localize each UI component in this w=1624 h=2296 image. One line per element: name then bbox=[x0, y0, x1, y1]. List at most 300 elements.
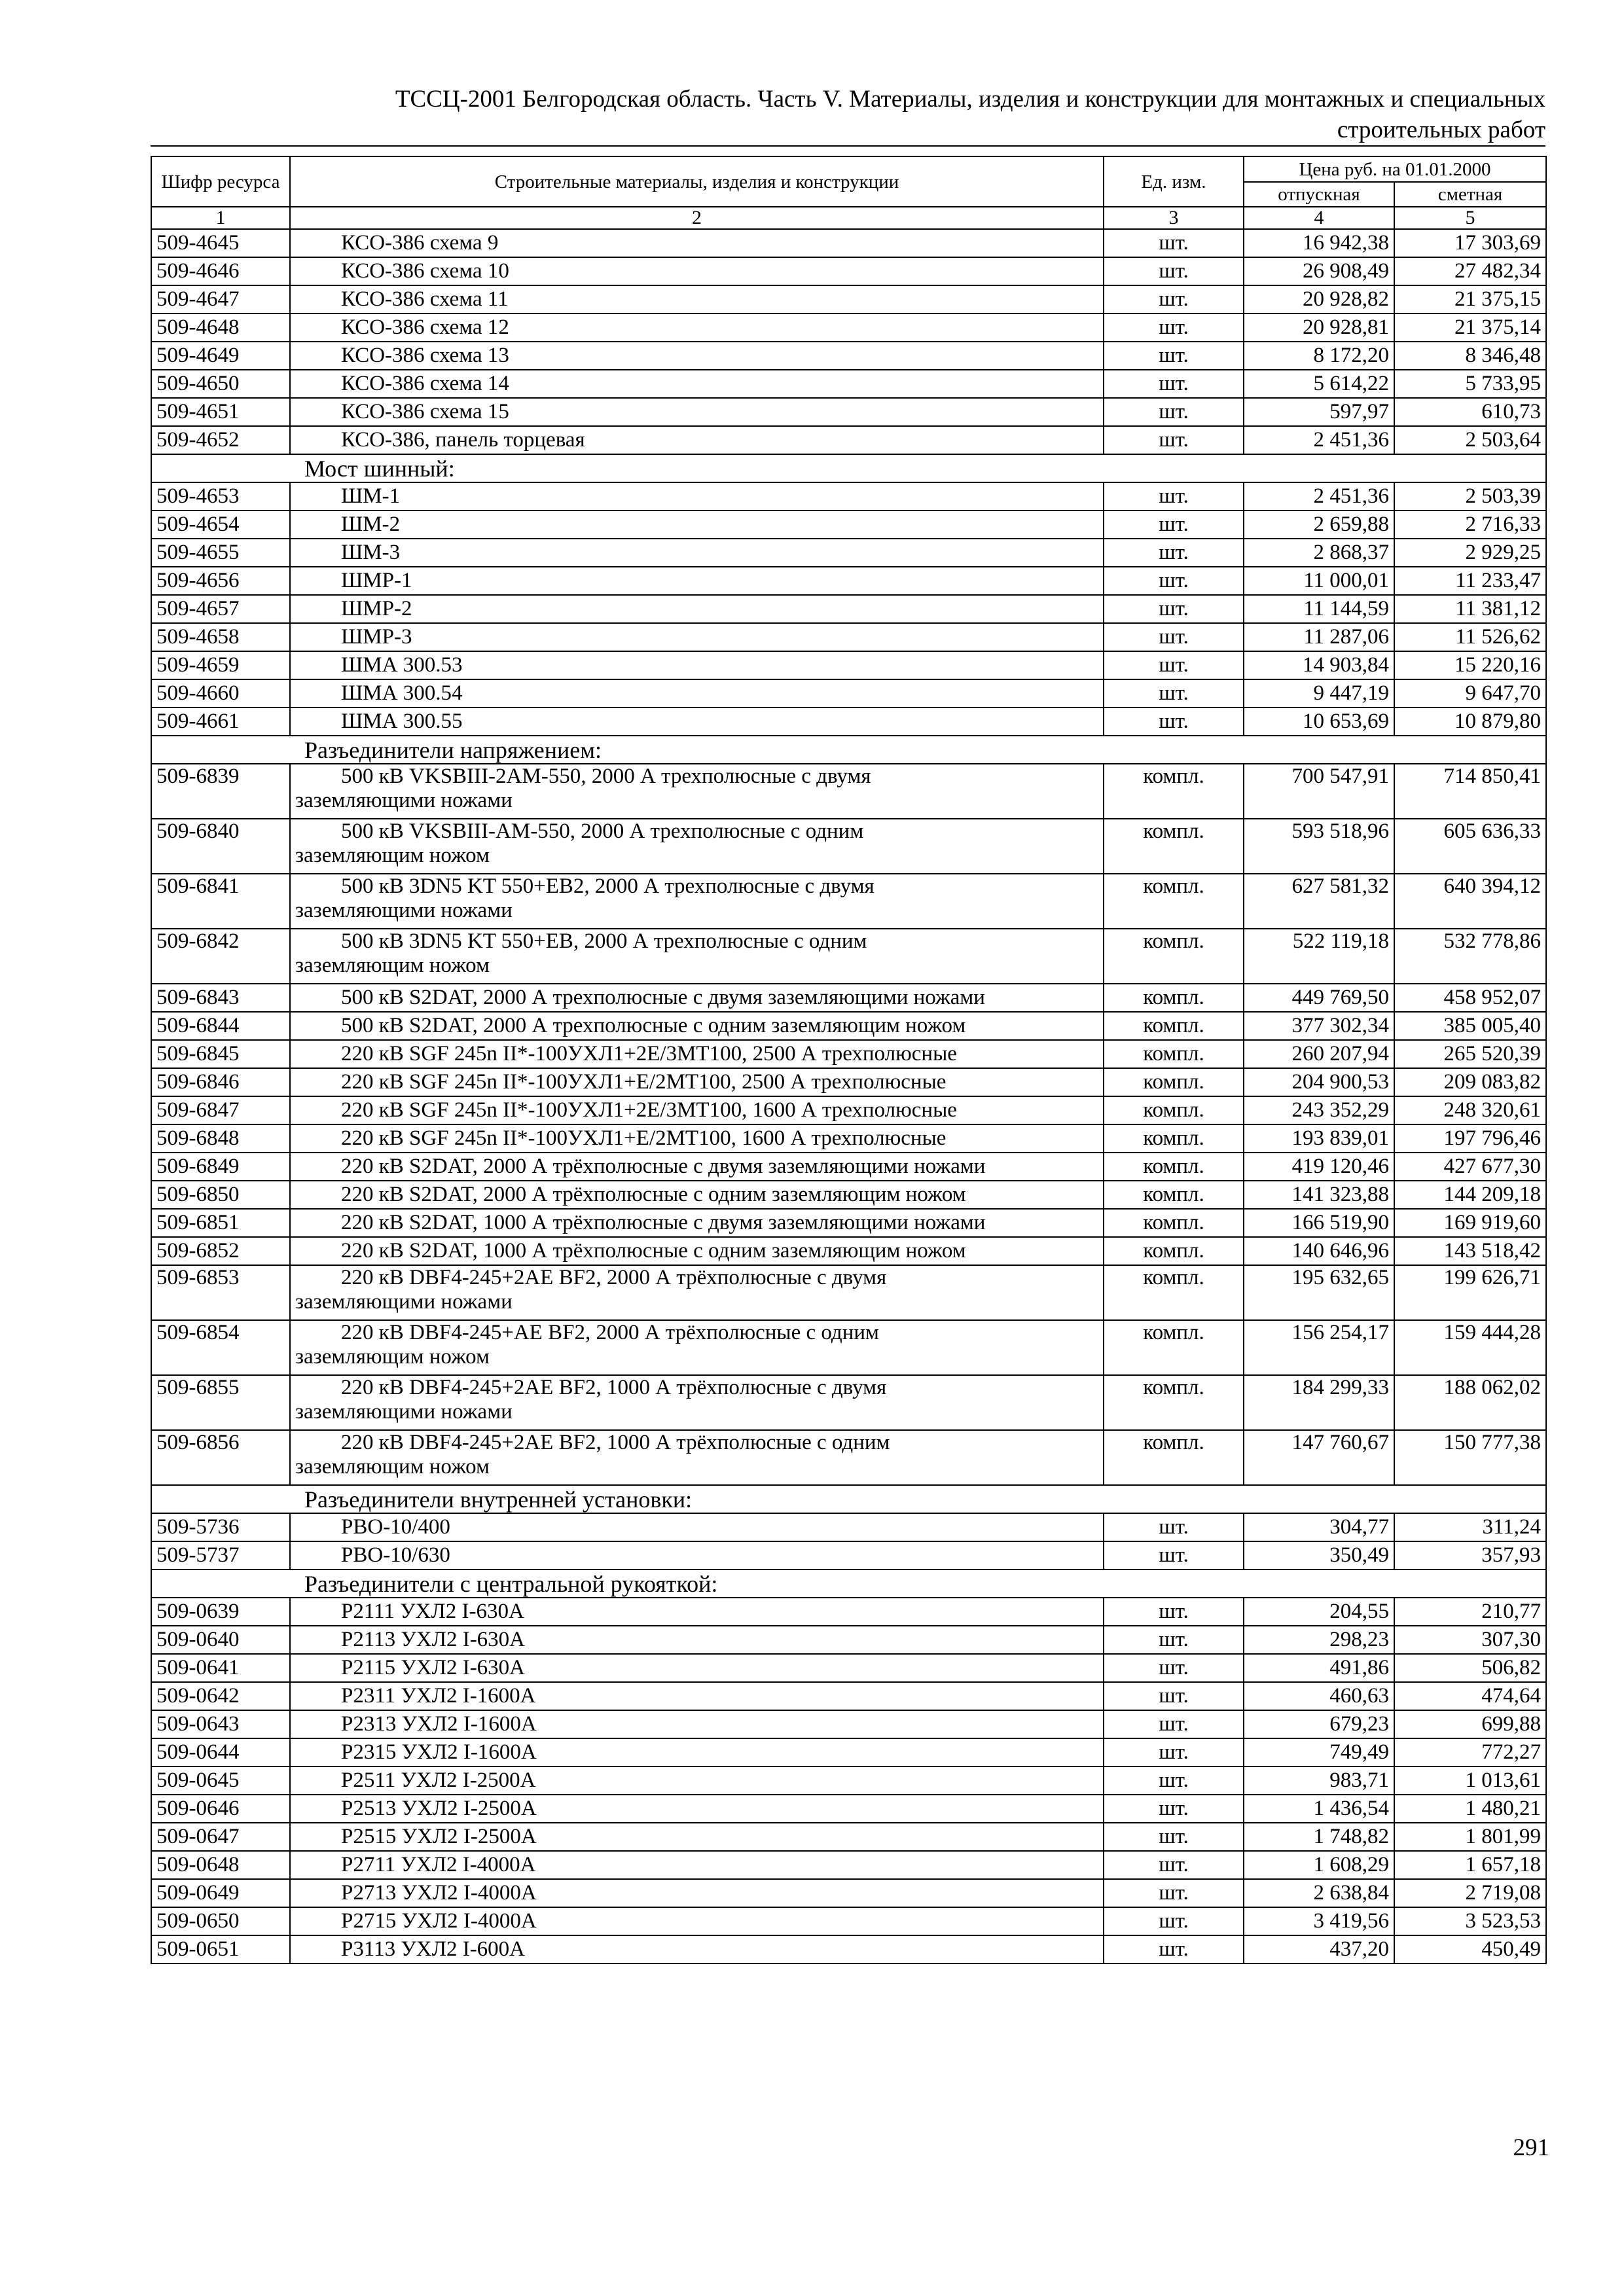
material-name-line1: 500 кВ 3DN5 KT 550+EB, 2000 А трехполюсные с одним bbox=[341, 929, 867, 953]
estimate-price: 714 850,41 bbox=[1394, 764, 1546, 819]
release-price: 9 447,19 bbox=[1244, 679, 1394, 708]
material-name bbox=[290, 1153, 1104, 1181]
release-price: 3 419,56 bbox=[1244, 1907, 1394, 1935]
release-price: 449 769,50 bbox=[1244, 984, 1394, 1012]
estimate-price: 9 647,70 bbox=[1394, 679, 1546, 708]
table-row bbox=[151, 1710, 1546, 1738]
material-name-line1: ШМА 300.53 bbox=[341, 653, 463, 677]
material-name-line1: Р2111 УХЛ2 I-630А bbox=[341, 1600, 524, 1623]
table-row bbox=[151, 539, 1546, 567]
estimate-price: 385 005,40 bbox=[1394, 1012, 1546, 1040]
resource-code: 509-6853 bbox=[151, 1265, 290, 1320]
unit-of-measure: компл. bbox=[1104, 929, 1244, 984]
release-price: 679,23 bbox=[1244, 1710, 1394, 1738]
resource-code: 509-4660 bbox=[151, 679, 290, 708]
release-price: 2 451,36 bbox=[1244, 482, 1394, 511]
resource-code: 509-0642 bbox=[151, 1682, 290, 1710]
material-name-line1: Р2715 УХЛ2 I-4000А bbox=[341, 1909, 537, 1933]
material-name bbox=[290, 1265, 1104, 1320]
resource-code: 509-6846 bbox=[151, 1068, 290, 1096]
col-header-unit bbox=[1104, 156, 1244, 207]
col-header-code-text: Шифр ресурса bbox=[161, 171, 280, 192]
material-name-line1: 220 кВ SGF 245n II*-100УХЛ1+Е/2МТ100, 1600 А трехполюсные bbox=[341, 1126, 947, 1150]
material-name-line2: заземляющими ножами bbox=[295, 1290, 513, 1314]
material-name-line1: 500 кВ S2DAT, 2000 А трехполюсные с одним заземляющим ножом bbox=[341, 1014, 966, 1037]
table-row bbox=[151, 1430, 1546, 1485]
material-name-line2: заземляющим ножом bbox=[295, 844, 490, 867]
unit-of-measure: шт. bbox=[1104, 539, 1244, 567]
material-name bbox=[290, 1935, 1104, 1964]
material-name-line1: Р3113 УХЛ2 I-600А bbox=[341, 1937, 526, 1961]
table-row bbox=[151, 1124, 1546, 1153]
material-name-line1: 500 кВ VKSBIII-AM-550, 2000 А трехполюсные с одним bbox=[341, 819, 864, 843]
release-price: 1 748,82 bbox=[1244, 1823, 1394, 1851]
release-price: 2 868,37 bbox=[1244, 539, 1394, 567]
release-price: 156 254,17 bbox=[1244, 1320, 1394, 1375]
estimate-price: 532 778,86 bbox=[1394, 929, 1546, 984]
unit-of-measure: шт. bbox=[1104, 1907, 1244, 1935]
unit-of-measure: шт. bbox=[1104, 595, 1244, 623]
release-price: 195 632,65 bbox=[1244, 1265, 1394, 1320]
col-number-1: 1 bbox=[151, 207, 290, 229]
resource-code: 509-4655 bbox=[151, 539, 290, 567]
material-name bbox=[290, 1710, 1104, 1738]
material-name-line1: КСО-386 схема 15 bbox=[341, 400, 509, 423]
material-name bbox=[290, 1068, 1104, 1096]
release-price: 298,23 bbox=[1244, 1626, 1394, 1654]
resource-code: 509-4650 bbox=[151, 370, 290, 398]
unit-of-measure: шт. bbox=[1104, 1598, 1244, 1626]
resource-code: 509-4653 bbox=[151, 482, 290, 511]
release-price: 11 000,01 bbox=[1244, 567, 1394, 595]
table-row bbox=[151, 1040, 1546, 1068]
unit-of-measure: компл. bbox=[1104, 819, 1244, 874]
unit-of-measure: компл. bbox=[1104, 1209, 1244, 1237]
resource-code: 509-6839 bbox=[151, 764, 290, 819]
material-name-line1: 500 кВ S2DAT, 2000 А трехполюсные с двумя заземляющими ножами bbox=[341, 986, 985, 1009]
table-row bbox=[151, 623, 1546, 651]
material-name-line1: КСО-386 схема 13 bbox=[341, 344, 509, 367]
material-name bbox=[290, 1209, 1104, 1237]
release-price: 243 352,29 bbox=[1244, 1096, 1394, 1124]
material-name bbox=[290, 1654, 1104, 1682]
table-row bbox=[151, 651, 1546, 679]
release-price: 20 928,82 bbox=[1244, 285, 1394, 314]
resource-code: 509-0646 bbox=[151, 1795, 290, 1823]
unit-of-measure: компл. bbox=[1104, 874, 1244, 929]
resource-code: 509-4647 bbox=[151, 285, 290, 314]
unit-of-measure: компл. bbox=[1104, 1096, 1244, 1124]
release-price: 522 119,18 bbox=[1244, 929, 1394, 984]
material-name bbox=[290, 1879, 1104, 1907]
unit-of-measure: компл. bbox=[1104, 1068, 1244, 1096]
release-price: 350,49 bbox=[1244, 1541, 1394, 1570]
material-name bbox=[290, 229, 1104, 257]
unit-of-measure: шт. bbox=[1104, 314, 1244, 342]
release-price: 184 299,33 bbox=[1244, 1375, 1394, 1430]
unit-of-measure: шт. bbox=[1104, 398, 1244, 426]
estimate-price: 188 062,02 bbox=[1394, 1375, 1546, 1430]
col-number-3: 3 bbox=[1104, 207, 1244, 229]
resource-code: 509-6847 bbox=[151, 1096, 290, 1124]
material-name bbox=[290, 595, 1104, 623]
resource-code: 509-5736 bbox=[151, 1513, 290, 1541]
section-row bbox=[151, 454, 1546, 482]
table-row bbox=[151, 314, 1546, 342]
material-name-line1: Р2713 УХЛ2 I-4000А bbox=[341, 1881, 537, 1905]
table-head bbox=[151, 156, 1546, 229]
material-name-line1: 220 кВ DBF4-245+AE BF2, 2000 А трёхполюсные с одним bbox=[341, 1321, 879, 1344]
table-row bbox=[151, 1795, 1546, 1823]
estimate-price: 506,82 bbox=[1394, 1654, 1546, 1682]
material-name-line1: 220 кВ S2DAT, 1000 А трёхполюсные с одним заземляющим ножом bbox=[341, 1239, 966, 1263]
material-name bbox=[290, 1598, 1104, 1626]
resource-code: 509-0639 bbox=[151, 1598, 290, 1626]
material-name-line1: 220 кВ DBF4-245+2AE BF2, 1000 А трёхполюсные с двумя bbox=[341, 1376, 887, 1399]
material-name bbox=[290, 984, 1104, 1012]
material-name-line2: заземляющими ножами bbox=[295, 789, 513, 812]
material-name-line1: Р2711 УХЛ2 I-4000А bbox=[341, 1853, 536, 1876]
material-name bbox=[290, 1513, 1104, 1541]
table-body bbox=[151, 229, 1546, 1964]
estimate-price: 2 503,64 bbox=[1394, 426, 1546, 454]
estimate-price: 199 626,71 bbox=[1394, 1265, 1546, 1320]
material-name-line1: КСО-386 схема 11 bbox=[341, 287, 509, 311]
material-name-line1: КСО-386, панель торцевая bbox=[341, 428, 585, 452]
header-title-line1: ТССЦ-2001 Белгородская область. Часть V. Материалы, изделия и конструкции для монтажных и специальных bbox=[395, 86, 1545, 113]
estimate-price: 15 220,16 bbox=[1394, 651, 1546, 679]
estimate-price: 17 303,69 bbox=[1394, 229, 1546, 257]
table-row bbox=[151, 929, 1546, 984]
release-price: 377 302,34 bbox=[1244, 1012, 1394, 1040]
page-header bbox=[151, 84, 1545, 147]
material-name-line1: Р2113 УХЛ2 I-630А bbox=[341, 1628, 526, 1651]
estimate-price: 3 523,53 bbox=[1394, 1907, 1546, 1935]
unit-of-measure: шт. bbox=[1104, 342, 1244, 370]
material-name-line1: Р2513 УХЛ2 I-2500А bbox=[341, 1797, 537, 1820]
release-price: 204,55 bbox=[1244, 1598, 1394, 1626]
estimate-price: 8 346,48 bbox=[1394, 342, 1546, 370]
material-name-line1: 220 кВ SGF 245n II*-100УХЛ1+2Е/3МТ100, 1600 А трехполюсные bbox=[341, 1098, 957, 1122]
material-name bbox=[290, 764, 1104, 819]
material-name-line2: заземляющими ножами bbox=[295, 1400, 513, 1424]
col-header-code bbox=[151, 156, 290, 207]
estimate-price: 772,27 bbox=[1394, 1738, 1546, 1767]
material-name bbox=[290, 651, 1104, 679]
material-name-line1: КСО-386 схема 14 bbox=[341, 372, 509, 395]
material-name-line1: 220 кВ DBF4-245+2AE BF2, 1000 А трёхполюсные с одним bbox=[341, 1431, 890, 1454]
col-header-unit-text: Ед. изм. bbox=[1141, 171, 1206, 192]
resource-code: 509-4648 bbox=[151, 314, 290, 342]
unit-of-measure: шт. bbox=[1104, 567, 1244, 595]
resource-code: 509-0647 bbox=[151, 1823, 290, 1851]
page-number: 291 bbox=[1513, 2134, 1549, 2161]
resource-code: 509-6844 bbox=[151, 1012, 290, 1040]
estimate-price: 265 520,39 bbox=[1394, 1040, 1546, 1068]
table-row bbox=[151, 398, 1546, 426]
estimate-price: 144 209,18 bbox=[1394, 1181, 1546, 1209]
resource-code: 509-0641 bbox=[151, 1654, 290, 1682]
resource-code: 509-0643 bbox=[151, 1710, 290, 1738]
unit-of-measure: компл. bbox=[1104, 1430, 1244, 1485]
material-name-line1: 500 кВ VKSBIII-2AM-550, 2000 А трехполюсные с двумя bbox=[341, 764, 871, 788]
resource-code: 509-4645 bbox=[151, 229, 290, 257]
table-row bbox=[151, 1767, 1546, 1795]
material-name bbox=[290, 1375, 1104, 1430]
resource-code: 509-5737 bbox=[151, 1541, 290, 1570]
estimate-price: 10 879,80 bbox=[1394, 708, 1546, 736]
material-name bbox=[290, 511, 1104, 539]
estimate-price: 197 796,46 bbox=[1394, 1124, 1546, 1153]
estimate-price: 143 518,42 bbox=[1394, 1237, 1546, 1265]
release-price: 627 581,32 bbox=[1244, 874, 1394, 929]
table-row bbox=[151, 1012, 1546, 1040]
table-row bbox=[151, 874, 1546, 929]
material-name bbox=[290, 679, 1104, 708]
material-name bbox=[290, 874, 1104, 929]
release-price: 593 518,96 bbox=[1244, 819, 1394, 874]
release-price: 983,71 bbox=[1244, 1767, 1394, 1795]
unit-of-measure: компл. bbox=[1104, 984, 1244, 1012]
material-name bbox=[290, 1541, 1104, 1570]
resource-code: 509-4652 bbox=[151, 426, 290, 454]
unit-of-measure: шт. bbox=[1104, 1626, 1244, 1654]
material-name-line1: Р2315 УХЛ2 I-1600А bbox=[341, 1740, 537, 1764]
unit-of-measure: шт. bbox=[1104, 1823, 1244, 1851]
table-row bbox=[151, 1068, 1546, 1096]
material-name-line1: 220 кВ S2DAT, 2000 А трёхполюсные с двумя заземляющими ножами bbox=[341, 1155, 986, 1178]
material-name bbox=[290, 1124, 1104, 1153]
material-name-line1: 220 кВ SGF 245n II*-100УХЛ1+2Е/3МТ100, 2500 А трехполюсные bbox=[341, 1042, 957, 1066]
release-price: 20 928,81 bbox=[1244, 314, 1394, 342]
material-name bbox=[290, 1320, 1104, 1375]
estimate-price: 21 375,15 bbox=[1394, 285, 1546, 314]
estimate-price: 357,93 bbox=[1394, 1541, 1546, 1570]
resource-code: 509-4654 bbox=[151, 511, 290, 539]
estimate-price: 210,77 bbox=[1394, 1598, 1546, 1626]
release-price: 193 839,01 bbox=[1244, 1124, 1394, 1153]
table-row bbox=[151, 1935, 1546, 1964]
release-price: 419 120,46 bbox=[1244, 1153, 1394, 1181]
resource-code: 509-4649 bbox=[151, 342, 290, 370]
material-name bbox=[290, 567, 1104, 595]
material-name bbox=[290, 426, 1104, 454]
release-price: 11 144,59 bbox=[1244, 595, 1394, 623]
material-name-line1: КСО-386 схема 10 bbox=[341, 259, 509, 283]
header-title-line2: строительных работ bbox=[1337, 117, 1545, 143]
resource-code: 509-4657 bbox=[151, 595, 290, 623]
material-name-line2: заземляющим ножом bbox=[295, 954, 490, 977]
material-name bbox=[290, 314, 1104, 342]
resource-code: 509-6840 bbox=[151, 819, 290, 874]
col-header-name: Строительные материалы, изделия и конструкции bbox=[290, 156, 1104, 207]
material-name-line1: 220 кВ SGF 245n II*-100УХЛ1+Е/2МТ100, 2500 А трехполюсные bbox=[341, 1070, 947, 1094]
table-row bbox=[151, 257, 1546, 285]
col-header-release: отпускная bbox=[1244, 182, 1394, 207]
resource-code: 509-6841 bbox=[151, 874, 290, 929]
material-name-line1: ШМ-1 bbox=[341, 484, 401, 508]
table-row bbox=[151, 1209, 1546, 1237]
table-row bbox=[151, 285, 1546, 314]
section-row bbox=[151, 1485, 1546, 1513]
release-price: 491,86 bbox=[1244, 1654, 1394, 1682]
release-price: 700 547,91 bbox=[1244, 764, 1394, 819]
resource-code: 509-6842 bbox=[151, 929, 290, 984]
table-row bbox=[151, 1654, 1546, 1682]
unit-of-measure: компл. bbox=[1104, 764, 1244, 819]
unit-of-measure: компл. bbox=[1104, 1265, 1244, 1320]
estimate-price: 450,49 bbox=[1394, 1935, 1546, 1964]
estimate-price: 307,30 bbox=[1394, 1626, 1546, 1654]
material-name-line1: ШМ-3 bbox=[341, 541, 401, 564]
unit-of-measure: шт. bbox=[1104, 623, 1244, 651]
resource-code: 509-4658 bbox=[151, 623, 290, 651]
estimate-price: 1 013,61 bbox=[1394, 1767, 1546, 1795]
release-price: 2 659,88 bbox=[1244, 511, 1394, 539]
table-row bbox=[151, 1738, 1546, 1767]
unit-of-measure: шт. bbox=[1104, 1851, 1244, 1879]
section-title: Разъединители внутренней установки: bbox=[151, 1485, 1546, 1513]
unit-of-measure: компл. bbox=[1104, 1237, 1244, 1265]
material-name bbox=[290, 482, 1104, 511]
section-title: Разъединители напряжением: bbox=[151, 736, 1546, 764]
section-title: Разъединители с центральной рукояткой: bbox=[151, 1570, 1546, 1598]
table-row bbox=[151, 1907, 1546, 1935]
resource-code: 509-0640 bbox=[151, 1626, 290, 1654]
release-price: 2 638,84 bbox=[1244, 1879, 1394, 1907]
unit-of-measure: шт. bbox=[1104, 511, 1244, 539]
estimate-price: 27 482,34 bbox=[1394, 257, 1546, 285]
section-row bbox=[151, 736, 1546, 764]
unit-of-measure: компл. bbox=[1104, 1124, 1244, 1153]
release-price: 8 172,20 bbox=[1244, 342, 1394, 370]
table-row bbox=[151, 764, 1546, 819]
resource-code: 509-6855 bbox=[151, 1375, 290, 1430]
col-number-2: 2 bbox=[290, 207, 1104, 229]
table-row bbox=[151, 1879, 1546, 1907]
estimate-price: 2 719,08 bbox=[1394, 1879, 1546, 1907]
release-price: 140 646,96 bbox=[1244, 1237, 1394, 1265]
table-row bbox=[151, 819, 1546, 874]
material-name bbox=[290, 1096, 1104, 1124]
table-row bbox=[151, 1237, 1546, 1265]
material-name-line1: 500 кВ 3DN5 KT 550+EB2, 2000 А трехполюсные с двумя bbox=[341, 874, 875, 898]
material-name-line1: КСО-386 схема 12 bbox=[341, 315, 509, 339]
resource-code: 509-0648 bbox=[151, 1851, 290, 1879]
release-price: 10 653,69 bbox=[1244, 708, 1394, 736]
table-row bbox=[151, 1626, 1546, 1654]
resource-code: 509-6845 bbox=[151, 1040, 290, 1068]
estimate-price: 11 526,62 bbox=[1394, 623, 1546, 651]
material-name-line1: Р2311 УХЛ2 I-1600А bbox=[341, 1684, 536, 1708]
price-table bbox=[151, 156, 1547, 1964]
unit-of-measure: компл. bbox=[1104, 1320, 1244, 1375]
col-number-5: 5 bbox=[1394, 207, 1546, 229]
material-name-line1: 220 кВ S2DAT, 2000 А трёхполюсные с одним заземляющим ножом bbox=[341, 1183, 966, 1206]
unit-of-measure: шт. bbox=[1104, 1738, 1244, 1767]
material-name bbox=[290, 1430, 1104, 1485]
release-price: 141 323,88 bbox=[1244, 1181, 1394, 1209]
resource-code: 509-6852 bbox=[151, 1237, 290, 1265]
material-name bbox=[290, 819, 1104, 874]
col-header-price: Цена руб. на 01.01.2000 bbox=[1244, 156, 1546, 182]
estimate-price: 699,88 bbox=[1394, 1710, 1546, 1738]
release-price: 460,63 bbox=[1244, 1682, 1394, 1710]
unit-of-measure: шт. bbox=[1104, 679, 1244, 708]
resource-code: 509-6848 bbox=[151, 1124, 290, 1153]
material-name-line1: ШМР-3 bbox=[341, 625, 412, 649]
release-price: 304,77 bbox=[1244, 1513, 1394, 1541]
material-name-line1: РВО-10/400 bbox=[341, 1515, 450, 1539]
estimate-price: 2 716,33 bbox=[1394, 511, 1546, 539]
table-row bbox=[151, 511, 1546, 539]
resource-code: 509-4659 bbox=[151, 651, 290, 679]
resource-code: 509-4651 bbox=[151, 398, 290, 426]
unit-of-measure: компл. bbox=[1104, 1153, 1244, 1181]
material-name-line1: 220 кВ DBF4-245+2AE BF2, 2000 А трёхполюсные с двумя bbox=[341, 1266, 887, 1289]
table-row bbox=[151, 370, 1546, 398]
unit-of-measure: шт. bbox=[1104, 1513, 1244, 1541]
unit-of-measure: шт. bbox=[1104, 482, 1244, 511]
resource-code: 509-6854 bbox=[151, 1320, 290, 1375]
unit-of-measure: шт. bbox=[1104, 1767, 1244, 1795]
release-price: 147 760,67 bbox=[1244, 1430, 1394, 1485]
table-row bbox=[151, 1541, 1546, 1570]
unit-of-measure: шт. bbox=[1104, 708, 1244, 736]
material-name bbox=[290, 1040, 1104, 1068]
resource-code: 509-6850 bbox=[151, 1181, 290, 1209]
material-name bbox=[290, 398, 1104, 426]
material-name bbox=[290, 342, 1104, 370]
estimate-price: 605 636,33 bbox=[1394, 819, 1546, 874]
table-row bbox=[151, 679, 1546, 708]
material-name bbox=[290, 257, 1104, 285]
table-row bbox=[151, 229, 1546, 257]
material-name bbox=[290, 929, 1104, 984]
resource-code: 509-0651 bbox=[151, 1935, 290, 1964]
estimate-price: 248 320,61 bbox=[1394, 1096, 1546, 1124]
estimate-price: 5 733,95 bbox=[1394, 370, 1546, 398]
table-row bbox=[151, 595, 1546, 623]
col-header-estimate: сметная bbox=[1394, 182, 1546, 207]
resource-code: 509-0645 bbox=[151, 1767, 290, 1795]
release-price: 14 903,84 bbox=[1244, 651, 1394, 679]
table-row bbox=[151, 1265, 1546, 1320]
table-row bbox=[151, 1320, 1546, 1375]
material-name-line2: заземляющим ножом bbox=[295, 1345, 490, 1369]
table-row bbox=[151, 482, 1546, 511]
table-row bbox=[151, 342, 1546, 370]
release-price: 166 519,90 bbox=[1244, 1209, 1394, 1237]
estimate-price: 1 657,18 bbox=[1394, 1851, 1546, 1879]
estimate-price: 11 233,47 bbox=[1394, 567, 1546, 595]
release-price: 11 287,06 bbox=[1244, 623, 1394, 651]
resource-code: 509-0650 bbox=[151, 1907, 290, 1935]
estimate-price: 2 929,25 bbox=[1394, 539, 1546, 567]
estimate-price: 1 480,21 bbox=[1394, 1795, 1546, 1823]
material-name bbox=[290, 1851, 1104, 1879]
release-price: 260 207,94 bbox=[1244, 1040, 1394, 1068]
material-name bbox=[290, 539, 1104, 567]
material-name bbox=[290, 1012, 1104, 1040]
unit-of-measure: шт. bbox=[1104, 370, 1244, 398]
estimate-price: 458 952,07 bbox=[1394, 984, 1546, 1012]
material-name-line1: ШМР-2 bbox=[341, 597, 412, 620]
material-name bbox=[290, 1626, 1104, 1654]
unit-of-measure: компл. bbox=[1104, 1181, 1244, 1209]
table-row bbox=[151, 567, 1546, 595]
material-name-line1: ШМ-2 bbox=[341, 512, 401, 536]
